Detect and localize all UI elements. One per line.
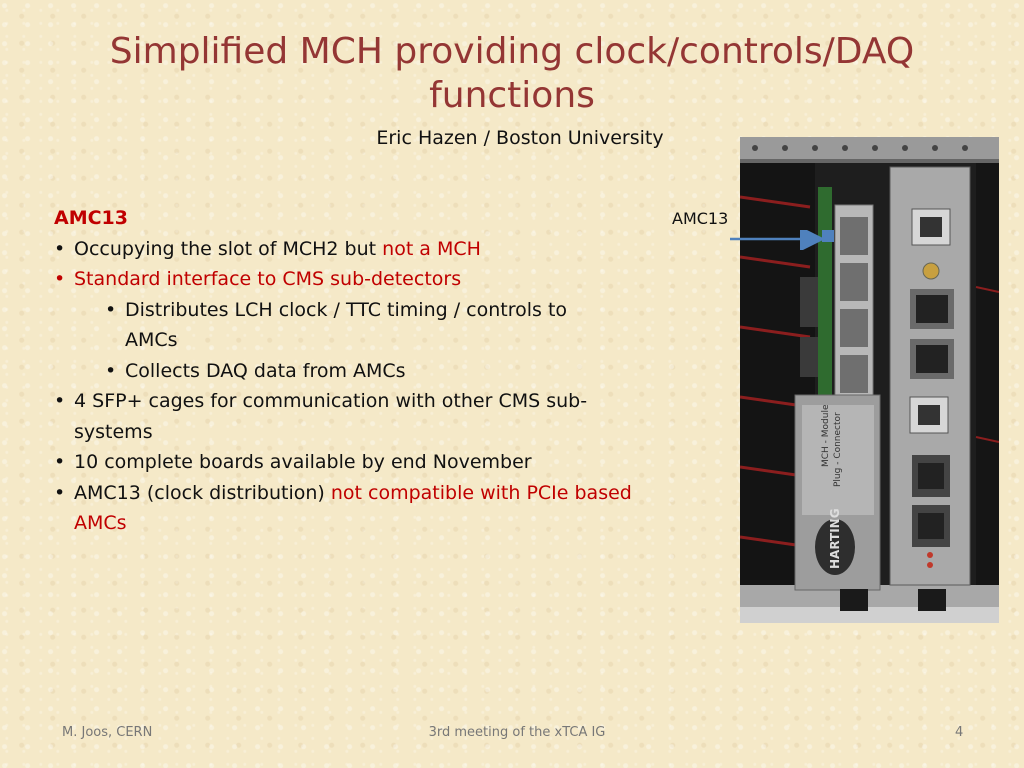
bullet-text: 4 SFP+ cages for communication with other CMS sub-systems (74, 390, 588, 443)
brand-text: HARTING (828, 508, 842, 569)
callout-arrow (728, 230, 828, 250)
bullet-item (54, 264, 654, 295)
sub-bullet-item (54, 295, 605, 356)
bullet-text: Occupying the slot of MCH2 but (74, 237, 383, 260)
bullet-item (54, 386, 634, 447)
bullet-highlight: not a MCH (382, 237, 481, 260)
title-line-1: Simplified MCH providing clock/controls/DAQ (109, 31, 915, 72)
bullet-item (54, 447, 654, 478)
section-heading: AMC13 (54, 207, 128, 229)
bullet-text: AMC13 (clock distribution) (74, 481, 331, 504)
bullet-text: Collects DAQ data from AMCs (125, 359, 406, 382)
footer-title: 3rd meeting of the xTCA IG (428, 725, 606, 740)
footer-author: M. Joos, CERN (62, 725, 153, 740)
bullet-item (54, 234, 654, 265)
bullet-item (54, 478, 634, 539)
bullet-list (54, 203, 654, 539)
title-line-2: functions (429, 75, 595, 116)
crate-illustration (740, 137, 999, 623)
module-label-text: MCH - Module (821, 404, 831, 467)
bullet-highlight: Standard interface to CMS sub-detectors (74, 268, 462, 290)
page-number: 4 (955, 725, 964, 740)
slide-title (60, 30, 964, 118)
sub-bullet-item (54, 356, 654, 387)
bullet-text: Distributes LCH clock / TTC timing / controls to AMCs (125, 298, 568, 351)
bullet-highlight: not compatible with PCIe based AMCs (74, 481, 632, 534)
hardware-photo (740, 137, 999, 623)
amc13-callout-label: AMC13 (672, 209, 729, 228)
slide-subtitle: Eric Hazen / Boston University (376, 127, 664, 149)
module-label-text-2: Plug - Connector (833, 412, 843, 487)
bullet-text: 10 complete boards available by end November (74, 451, 532, 473)
